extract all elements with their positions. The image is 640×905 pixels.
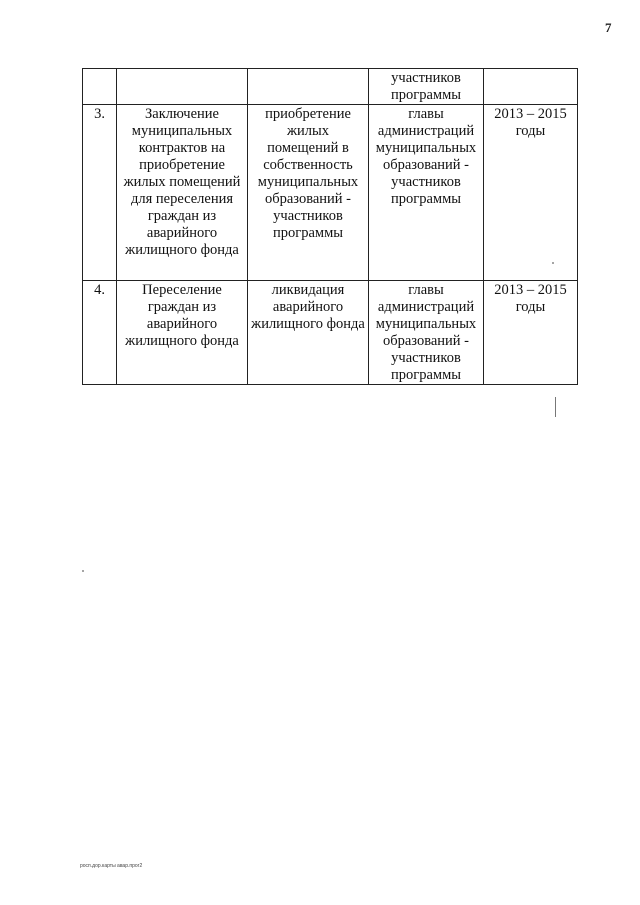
cell-term: [484, 69, 578, 105]
scan-artifact-line: [555, 397, 556, 417]
cell-event: Переселение граждан из аварийного жилищного фонда: [117, 281, 248, 385]
cell-event: Заключение муниципальных контрактов на приобретение жилых помещений для переселения граждан из аварийного жилищного фонда: [117, 105, 248, 281]
footer-filename: росп.дор.карты авар.прог2: [80, 863, 143, 869]
table-row: [83, 105, 578, 281]
cell-event: [117, 69, 248, 105]
cell-num: [83, 69, 117, 105]
cell-num: 3.: [83, 105, 117, 281]
cell-result: [248, 69, 369, 105]
cell-result: приобретение жилых помещений в собственность муниципальных образований - участников программы: [248, 105, 369, 281]
program-table: [82, 68, 578, 385]
table-row: [83, 69, 578, 105]
scan-artifact-dot: [82, 570, 84, 572]
cell-result: ликвидация аварийного жилищного фонда: [248, 281, 369, 385]
cell-term: 2013 – 2015 годы: [484, 105, 578, 281]
cell-responsible: участников программы: [369, 69, 484, 105]
cell-term: 2013 – 2015 годы: [484, 281, 578, 385]
cell-responsible: главы администраций муниципальных образований - участников программы: [369, 105, 484, 281]
cell-responsible: главы администраций муниципальных образований - участников программы: [369, 281, 484, 385]
cell-num: 4.: [83, 281, 117, 385]
scan-artifact-dot: [552, 262, 554, 264]
page-mark: 7: [605, 20, 612, 35]
table-row: [83, 281, 578, 385]
